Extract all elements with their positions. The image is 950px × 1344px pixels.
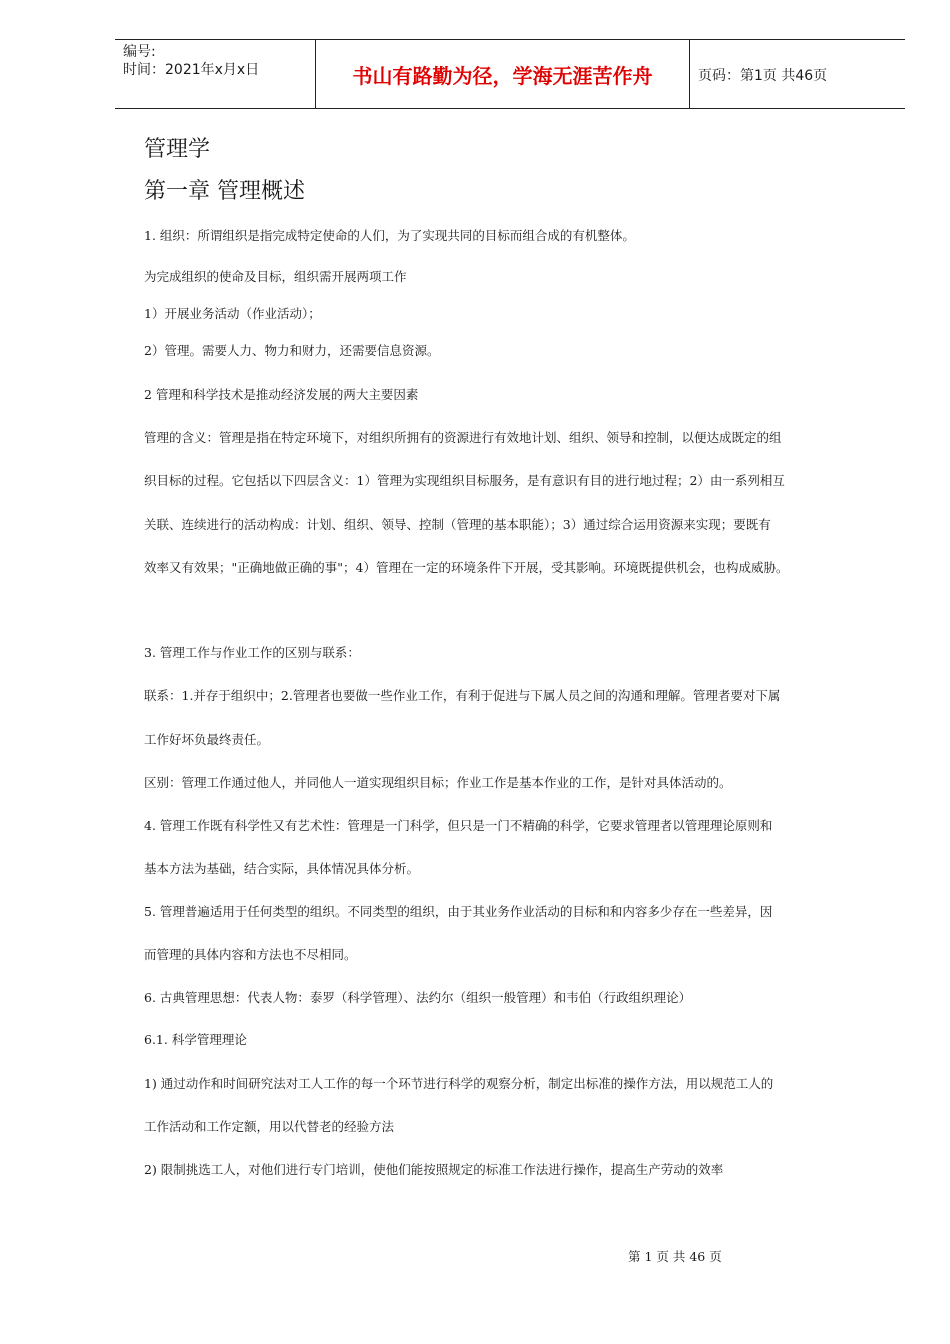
body-line: 6.1. 科学管理理论	[144, 1032, 247, 1047]
document-title: 管理学	[144, 137, 211, 162]
body-line: 联系：1.并存于组织中；2.管理者也要做一些作业工作，有利于促进与下属人员之间的沟通和理解。管理者要对下属	[144, 688, 781, 703]
motto-text: 书山有路勤为径，学海无涯苦作舟	[352, 64, 653, 88]
body-line: 基本方法为基础，结合实际，具体情况具体分析。	[144, 861, 420, 876]
page-header	[115, 39, 905, 109]
body-line: 为完成组织的使命及目标，组织需开展两项工作	[144, 269, 407, 284]
header-motto-cell	[316, 40, 690, 108]
body-line: 工作活动和工作定额，用以代替老的经验方法	[144, 1119, 395, 1134]
chapter-heading: 第一章 管理概述	[144, 179, 305, 204]
document-number-label: 编号:	[123, 44, 156, 60]
body-line: 5. 管理普遍适用于任何类型的组织。不同类型的组织，由于其业务作业活动的目标和和内容多少存在一些差异，因	[144, 904, 773, 919]
body-line: 6. 古典管理思想：代表人物：泰罗（科学管理）、法约尔（组织一般管理）和韦伯（行政组织理论）	[144, 990, 692, 1005]
body-line: 2）管理。需要人力、物力和财力，还需要信息资源。	[144, 343, 440, 358]
header-meta-cell	[115, 40, 316, 108]
body-line: 织目标的过程。它包括以下四层含义：1）管理为实现组织目标服务，是有意识有目的进行地过程；2）由一系列相互	[144, 473, 785, 488]
body-line: 效率又有效果；"正确地做正确的事"；4）管理在一定的环境条件下开展，受其影响。环境既提供机会，也构成威胁。	[144, 560, 789, 575]
body-line: 4. 管理工作既有科学性又有艺术性：管理是一门科学，但只是一门不精确的科学，它要求管理者以管理理论原则和	[144, 818, 773, 833]
header-page-cell	[690, 40, 905, 108]
page-footer: 第 1 页 共 46 页	[628, 1249, 722, 1264]
body-line: 管理的含义：管理是指在特定环境下，对组织所拥有的资源进行有效地计划、组织、领导和控制，以便达成既定的组	[144, 430, 782, 445]
body-line: 关联、连续进行的活动构成：计划、组织、领导、控制（管理的基本职能）；3）通过综合运用资源来实现；要既有	[144, 517, 771, 532]
body-line: 3. 管理工作与作业工作的区别与联系：	[144, 645, 360, 660]
header-page-info: 页码：第1页 共46页	[698, 68, 828, 84]
body-line: 而管理的具体内容和方法也不尽相同。	[144, 947, 357, 962]
body-line: 2) 限制挑选工人，对他们进行专门培训，使他们能按照规定的标准工作法进行操作，提高生产劳动的效率	[144, 1162, 724, 1177]
body-line: 1）开展业务活动（作业活动）；	[144, 306, 321, 321]
body-line: 工作好坏负最终责任。	[144, 732, 270, 747]
body-line: 2 管理和科学技术是推动经济发展的两大主要因素	[144, 387, 419, 402]
body-line: 1) 通过动作和时间研究法对工人工作的每一个环节进行科学的观察分析，制定出标准的操作方法，用以规范工人的	[144, 1076, 774, 1091]
document-time-label: 时间：2021年x月x日	[123, 62, 260, 78]
body-line: 区别：管理工作通过他人，并同他人一道实现组织目标；作业工作是基本作业的工作，是针对具体活动的。	[144, 775, 732, 790]
body-line: 1. 组织：所谓组织是指完成特定使命的人们，为了实现共同的目标而组合成的有机整体。	[144, 228, 635, 243]
